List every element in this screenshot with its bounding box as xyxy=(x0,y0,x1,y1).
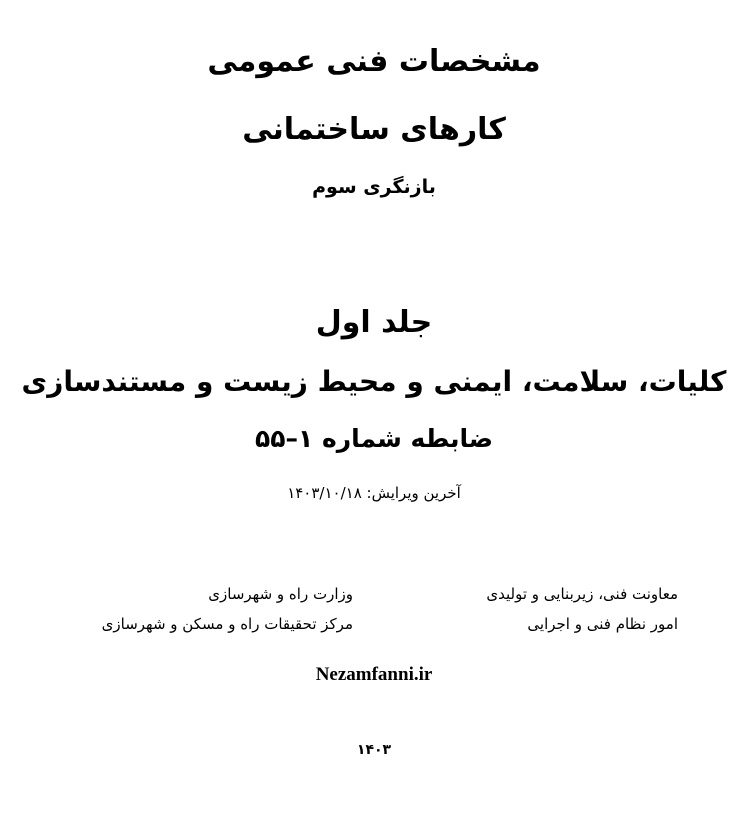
title-line-2: کارهای ساختمانی xyxy=(242,112,506,147)
org-column-left xyxy=(102,582,353,642)
website-link[interactable]: Nezamfanni.ir xyxy=(315,664,433,685)
publication-year: ۱۴۰۳ xyxy=(356,742,392,758)
title-line-1: مشخصات فنی عمومی xyxy=(207,44,541,79)
org-right-line-1: معاونت فنی، زیربنایی و تولیدی xyxy=(486,585,678,603)
org-column-right xyxy=(486,582,678,642)
org-left-line-1: وزارت راه و شهرسازی xyxy=(208,585,353,603)
volume-label: جلد اول xyxy=(315,305,433,340)
last-edit-date: آخرین ویرایش: ۱۴۰۳/۱۰/۱۸ xyxy=(287,484,461,502)
org-left-line-2: مرکز تحقیقات راه و مسکن و شهرسازی xyxy=(101,615,353,633)
code-number: ضابطه شماره ۱–۵۵ xyxy=(254,424,494,453)
revision-label: بازنگری سوم xyxy=(312,176,436,198)
org-right-line-2: امور نظام فنی و اجرایی xyxy=(527,615,678,633)
volume-subject: کلیات، سلامت، ایمنی و محیط زیست و مستندسازی xyxy=(21,365,727,398)
